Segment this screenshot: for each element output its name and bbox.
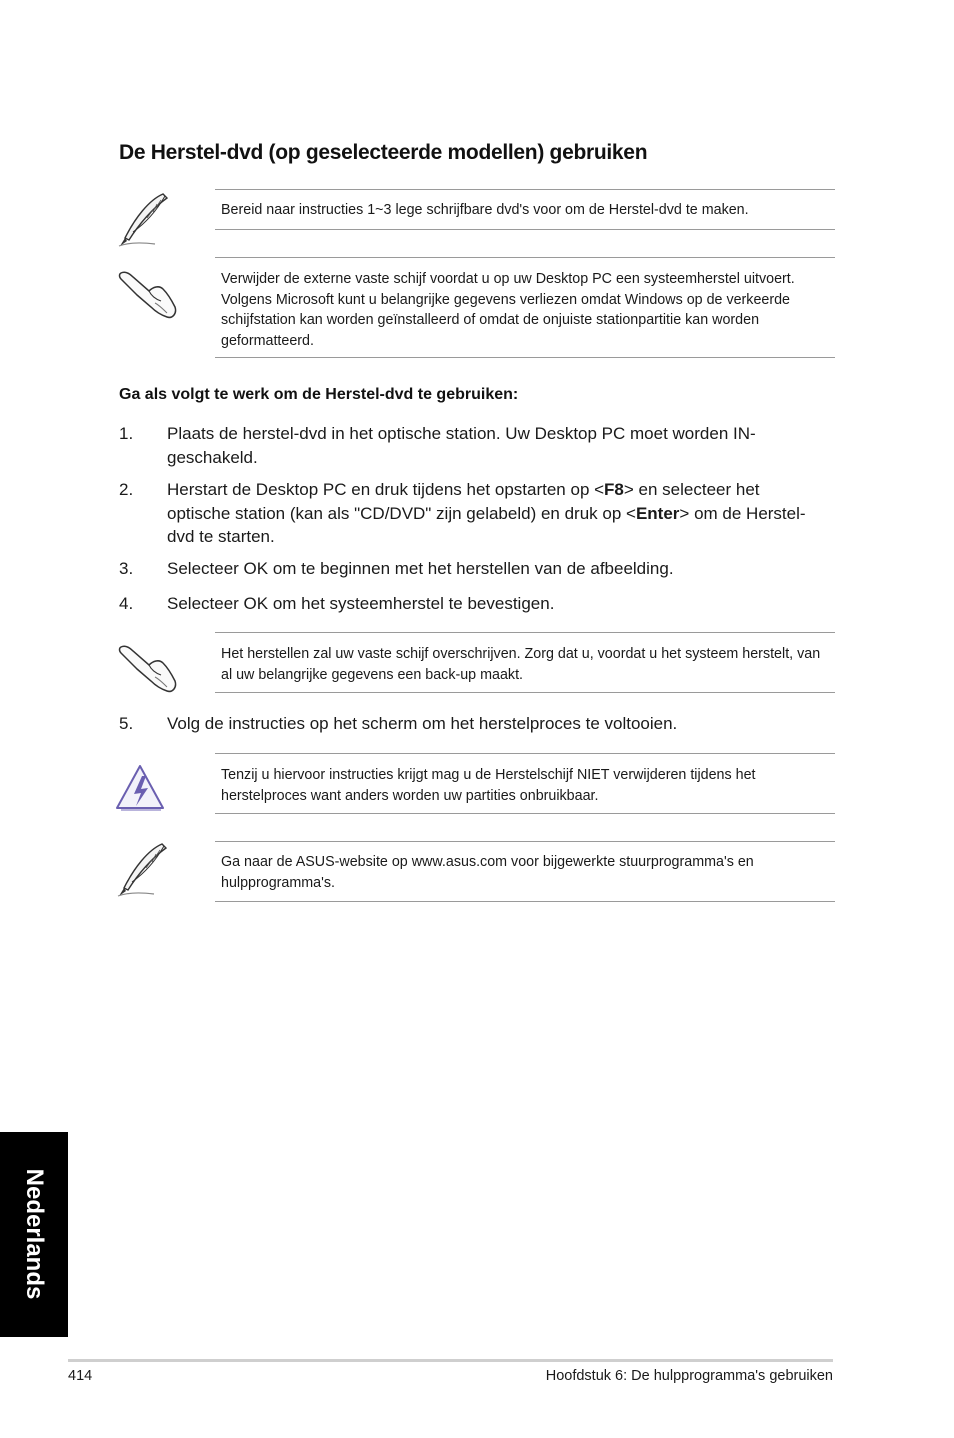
step-text: Volg de instructies op het scherm om het herstelproces te voltooien. <box>167 714 678 733</box>
caution-text: Het herstellen zal uw vaste schijf overschrijven. Zorg dat u, voordat u het systeem herstelt, van al uw belangrijke gegevens een back-up maakt. <box>221 646 821 683</box>
pointing-hand-icon <box>115 263 181 327</box>
step-number: 4. <box>119 594 134 613</box>
language-side-tab <box>0 1132 68 1337</box>
step-text: Selecteer OK om te beginnen met het herstellen van de afbeelding. <box>167 559 674 578</box>
key-enter: Enter <box>635 503 680 523</box>
step-text: Herstart de Desktop PC en druk tijdens het opstarten op <F8> en selecteer het optische station (kan als "CD/DVD" zijn gelabeld) en druk op <Enter> om de Herstel-dvd te starten. <box>167 480 806 546</box>
chapter-title: Hoofdstuk 6: De hulpprogramma's gebruiken <box>545 1368 833 1384</box>
caution-text: Verwijder de externe vaste schijf voordat u op uw Desktop PC een systeemherstel uitvoert. Volgens Microsoft kunt u belangrijke gegevens verliezen omdat Windows op de verkeerde schijfstation kan worden geïnstalleerd of omdat de onjuiste stationpartitie kan worden geformatteerd. <box>221 271 795 349</box>
pen-note-icon <box>113 188 179 252</box>
footer-rule <box>68 1359 833 1362</box>
note-text: Ga naar de ASUS-website op www.asus.com voor bijgewerkte stuurprogramma's en hulpprogramma's. <box>221 854 754 891</box>
note-box <box>215 189 835 230</box>
section-heading: De Herstel-dvd (op geselecteerde modellen) gebruiken <box>119 141 648 164</box>
note-box <box>215 841 835 902</box>
step-number: 1. <box>119 424 134 443</box>
caution-box <box>215 632 835 693</box>
procedure-subheading: Ga als volgt te werk om de Herstel-dvd te gebruiken: <box>119 386 519 403</box>
caution-box <box>215 257 835 358</box>
language-label: Nederlands <box>21 1168 48 1300</box>
step-text: Plaats de herstel-dvd in het optische station. Uw Desktop PC moet worden IN-geschakeld. <box>167 424 756 467</box>
step-number: 2. <box>119 480 134 499</box>
note-text: Bereid naar instructies 1~3 lege schrijfbare dvd's voor om de Herstel-dvd te maken. <box>221 202 749 218</box>
warning-icon <box>111 760 177 824</box>
page-number: 414 <box>68 1368 93 1384</box>
warning-text: Tenzij u hiervoor instructies krijgt mag u de Herstelschijf NIET verwijderen tijdens het herstelproces want anders worden uw partities onbruikbaar. <box>221 767 756 804</box>
step-number: 5. <box>119 714 134 733</box>
pointing-hand-icon <box>115 637 181 701</box>
warning-box <box>215 753 835 814</box>
step-number: 3. <box>119 559 134 578</box>
step-text: Selecteer OK om het systeemherstel te bevestigen. <box>167 594 555 613</box>
pen-note-icon <box>112 838 178 902</box>
key-f8: F8 <box>604 480 624 499</box>
